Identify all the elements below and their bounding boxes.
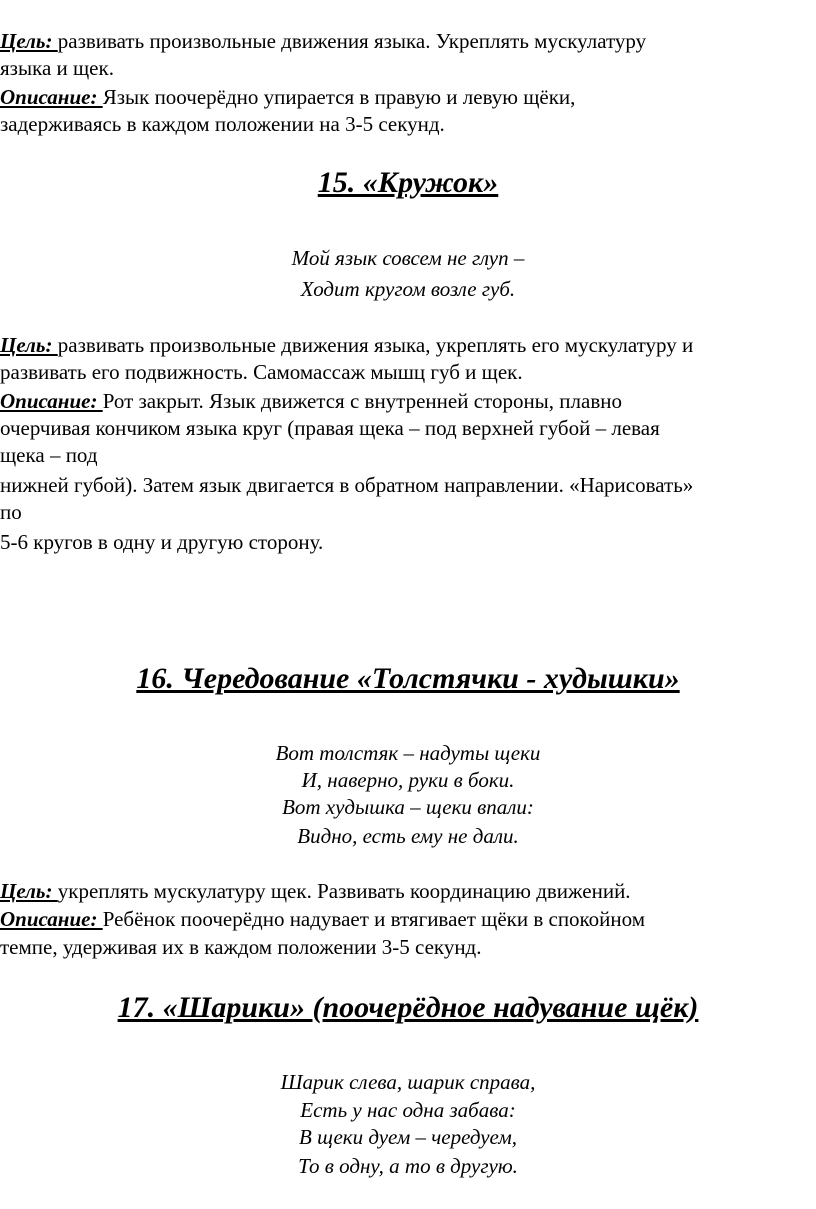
description-text-continued: очерчивая кончиком языка круг (правая щека – под верхней губой – левая	[0, 416, 660, 440]
section-15-goal	[0, 332, 693, 359]
description-text-continued: нижней губой). Затем язык двигается в обратном направлении. «Нарисовать»	[0, 473, 694, 497]
section-16-poem-line: Видно, есть ему не дали.	[297, 824, 519, 848]
section-16-goal	[0, 878, 631, 905]
description-text: Ребёнок поочерёдно надувает и втягивает щёки в спокойном	[102, 907, 646, 931]
description-text: Язык поочерёдно упирается в правую и левую щёки,	[102, 85, 576, 109]
section-16-poem-line: Вот толстяк – надуты щеки	[275, 741, 541, 765]
section-17-poem-line: То в одну, а то в другую.	[298, 1154, 518, 1178]
description-label: Описание:	[0, 907, 103, 931]
section-15-title: 15. «Кружок»	[317, 166, 499, 199]
goal-label: Цель:	[0, 29, 58, 53]
section-15-description	[0, 388, 622, 415]
description-text-continued: задерживаясь в каждом положении на 3-5 секунд.	[0, 112, 445, 136]
section-17-title: 17. «Шарики» (поочерёдное надувание щёк)	[117, 991, 699, 1024]
section-17-poem-line: В щеки дуем – чередуем,	[299, 1125, 517, 1149]
description-label: Описание:	[0, 389, 103, 413]
description-paragraph	[0, 84, 575, 111]
goal-text: развивать произвольные движения языка. Укреплять мускулатуру	[57, 29, 647, 53]
section-16-title: 16. Чередование «Толстячки - худышки»	[136, 662, 680, 695]
goal-text: развивать произвольные движения языка, укреплять его мускулатуру и	[57, 333, 694, 357]
section-15-poem-line: Ходит кругом возле губ.	[300, 277, 516, 301]
description-text-continued: темпе, удерживая их в каждом положении 3-5 секунд.	[0, 935, 482, 959]
section-15-poem-line: Мой язык совсем не глуп –	[291, 246, 525, 270]
goal-paragraph	[0, 28, 646, 55]
section-16-poem-line: Вот худышка – щеки впали:	[282, 795, 534, 819]
section-17-poem-line: Есть у нас одна забава:	[300, 1098, 516, 1122]
goal-text-continued: языка и щек.	[0, 56, 114, 80]
section-16-description	[0, 906, 645, 933]
description-text-continued: по	[0, 500, 22, 524]
description-text-continued: щека – под	[0, 443, 98, 467]
section-17-poem-line: Шарик слева, шарик справа,	[280, 1070, 536, 1094]
section-16-poem-line: И, наверно, руки в боки.	[301, 768, 515, 792]
goal-text: укреплять мускулатуру щек. Развивать координацию движений.	[57, 879, 631, 903]
description-label: Описание:	[0, 85, 103, 109]
description-text-continued: 5-6 кругов в одну и другую сторону.	[0, 530, 324, 554]
goal-label: Цель:	[0, 879, 58, 903]
goal-text-continued: развивать его подвижность. Самомассаж мышц губ и щек.	[0, 360, 523, 384]
description-text: Рот закрыт. Язык движется с внутренней стороны, плавно	[102, 389, 622, 413]
goal-label: Цель:	[0, 333, 58, 357]
